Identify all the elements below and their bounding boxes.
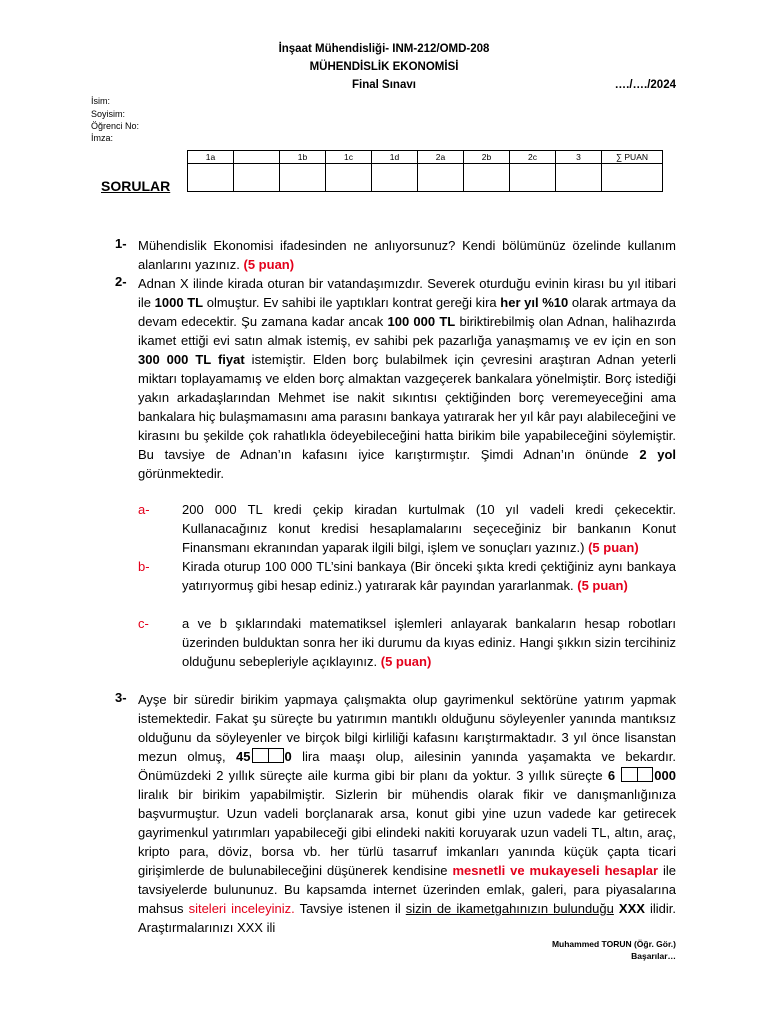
question-2-part: olarak artmaya da devam edecektir. Şu zamana kadar ancak [138,295,676,329]
instructor-name: Muhammed TORUN (Öğr. Gör.) [551,939,676,949]
question-2a-points: (5 puan) [588,540,639,555]
score-table [187,150,663,192]
score-header-2b: 2b [464,151,510,164]
question-2-bold: 2 yol [639,447,676,462]
question-1-body: Mühendislik Ekonomisi ifadesinden ne anlıyorsunuz? Kendi bölümünüz özelinde kullanım alanlarını yazınız. [138,238,676,272]
score-table-header-row [188,151,663,164]
question-2b-points: (5 puan) [577,578,628,593]
question-2c-body: a ve b şıklarındaki matematiksel işlemleri anlayarak bankaların hesap robotları üzerinden bulduktan sonra her iki durumu da kıyas ediniz. Hangi şıkkın sizin tercihiniz olduğunu sebepleriyle açıklayınız. [182,616,676,669]
hidden-digits-box [252,748,284,763]
section-title: SORULAR [101,178,171,194]
exam-subject-title: MÜHENDİSLİK EKONOMİSİ [309,61,459,73]
question-2c-text [182,614,676,671]
score-cell[interactable] [326,164,372,192]
score-cell[interactable] [188,164,234,192]
student-number-field-label: Öğrenci No: [91,121,140,131]
question-3-part: liralık bir birikim yapabilmiştir. Sizlerin bir mühendis olarak fikir ve danışmanlığınıza başvurmuştur. Uzun vadeli borçlanarak arsa, konut gibi yine uzun vadede kar getirecek gayrimenkul yatırımları yapabileceği gibi elindeki nakiti koruyarak uzun vadeli TL, altın, araç, kripto para, döviz, borsa vb. her türlü tasarruf imkanları yanında küçük çapta ticari girişimlerde de bulunabileceğini düşünerek kendisine [138,787,676,878]
question-3-text [138,690,676,937]
salary-digits-end: 0 [284,749,292,764]
score-cell[interactable] [556,164,602,192]
question-3-part: ile tavsiyelerde bulununuz. Bu kapsamda internet üzerinden emlak, galeri, para piyasalarına mahsus [138,863,676,916]
exam-type-title: Final Sınavı [352,79,416,91]
question-2c-label: c- [138,616,149,631]
question-2-bold: her yıl %10 [500,295,569,310]
score-cell[interactable] [234,164,280,192]
question-3-bold: XXX [618,901,645,916]
score-cell[interactable] [464,164,510,192]
score-cell[interactable] [510,164,556,192]
question-2-bold: 1000 TL [154,295,204,310]
question-2-bold: 300 000 TL fiyat [138,352,245,367]
score-header-1d: 1d [372,151,418,164]
question-2-bold: 100 000 TL [387,314,456,329]
hidden-digits-box [621,767,653,782]
question-2-part: istemiştir. Elden borç bulabilmek için çevresini araştıran Adnan yeterli miktarı toplayamamış ve elden borç almaktan vazgeçerek bankalara yönelmiştir. Borç istediği yakın arkadaşlarından Mehmet ise nakit sıkıntısı çektiğinden borç veremeyeceğini ama bankalara hiç bulaşmamasını ama parasını bankaya yatırarak her yıl kâr payı alabileceğini ve kirasını bu şekilde çok rahatlıkla ödeyebileceğini hatta birikim bile yapabileceğini söylemiştir. Bu tavsiye de Adnan’ın kafasını iyice karıştırmıştır. Şimdi Adnan’ın önünde [138,352,677,462]
closing-text: Başarılar… [631,951,676,961]
question-2a-label: a- [138,502,150,517]
question-1-points: (5 puan) [243,257,295,272]
question-2-part: görünmektedir. [138,466,224,481]
question-3-highlight: mesnetli ve mukayeseli hesaplar [452,863,659,878]
question-1-text [138,236,676,274]
exam-date: …./…./2024 [614,79,676,91]
question-1-number: 1- [115,236,127,251]
question-2b-text [182,557,676,595]
question-3-number: 3- [115,690,127,705]
question-2b-body: Kirada oturup 100 000 TL’sini bankaya (Bir önceki şıkta kredi çektiğiniz aynı bankaya yatırıyormuş gibi hesap ediniz.) yatırarak kâr payından yararlanmak. [182,559,676,593]
score-header-1b: 1b [280,151,326,164]
savings-digits-end: 000 [654,768,676,783]
score-cell[interactable] [372,164,418,192]
question-3-highlight: siteleri inceleyiniz. [188,901,295,916]
name-field-label: İsim: [91,96,110,106]
score-header-total: ∑ PUAN [602,151,663,164]
score-cell[interactable] [280,164,326,192]
score-header-1c: 1c [326,151,372,164]
score-header-3: 3 [556,151,602,164]
question-3-part: Tavsiye istenen il [294,901,406,916]
question-2a-body: 200 000 TL kredi çekip kiradan kurtulmak (10 yıl vadeli kredi çekecektir. Kullanacağınız konut kredisi hesaplamalarını seçeceğiniz bir bankanın Konut Finansmanı ekranından yaparak ilgili bilgi, işlem ve sonuçları yazınız.) [182,502,676,555]
question-2-part: Adnan X ilinde kirada oturan bir vatandaşımızdır. Severek oturduğu evinin kirası bu yıl itibari ile [138,276,676,310]
question-2a-text [182,500,676,557]
question-2b-label: b- [138,559,150,574]
question-2-part: olmuştur. Ev sahibi ile yaptıkları kontrat gereği kira [203,295,501,310]
savings-digits-start: 6 [607,768,616,783]
question-2-number: 2- [115,274,127,289]
question-3-underlined: sizin de ikametgahınızın bulunduğu [405,901,614,916]
exam-course-title: İnşaat Mühendisliği- INM-212/OMD-208 [278,43,490,55]
score-header-blank [234,151,280,164]
question-2-part: biriktirebilmiş olan Adnan, halihazırda ikamet ettiği evi satın almak istemiş, ev sahibi pek pazarlığa yanaşmamış ve ev için en son [138,314,676,348]
score-cell[interactable] [418,164,464,192]
question-3-part: ilidir. Araştırmalarınızı XXX ili [138,901,676,935]
question-2c-points: (5 puan) [380,654,432,669]
question-2-text [138,274,676,483]
question-3-part: lira maaşı olup, ailesinin yanında yaşamakta ve bekardır. Önümüzdeki 2 yıllık süreçte aile kurma gibi bir planı da yoktur. 3 yıllık süreçte [138,749,676,783]
score-header-2c: 2c [510,151,556,164]
score-table-entry-row [188,164,663,192]
score-header-2a: 2a [418,151,464,164]
score-cell-total[interactable] [602,164,663,192]
surname-field-label: Soyisim: [91,109,126,119]
question-3-part: Ayşe bir süredir birikim yapmaya çalışmakta olup gayrimenkul sektörüne yatırım yapmak istemektedir. Fakat şu süreçte bu yatırımın mantıklı olduğunu söyleyenler yanında mantıksız olduğunu da söyleyenler ve birçok bilgi kirliliği kafasını karıştırmaktadır. 3 yıl önce lisanstan mezun olmuş, [138,692,676,764]
score-header-1a: 1a [188,151,234,164]
salary-digits-start: 45 [236,749,251,764]
signature-field-label: İmza: [91,133,114,143]
